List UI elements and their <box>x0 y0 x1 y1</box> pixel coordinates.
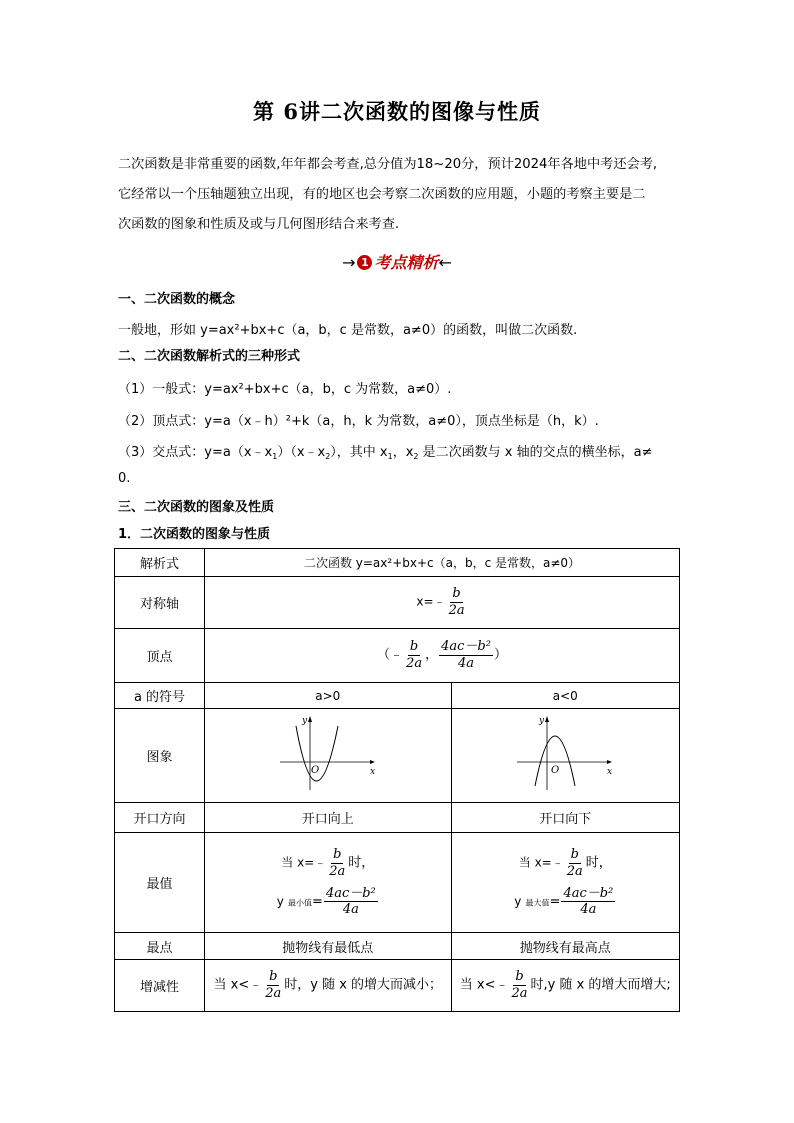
extreme-right: 当 x=﹣ $\frac{b}{2a}$ 时， y 最大值= $\frac{\text{4ac－b²}}{4a}$ <box>451 833 679 933</box>
row-label: 图象 <box>115 709 205 803</box>
opening-right: 开口向下 <box>451 803 679 833</box>
table-row <box>115 960 680 1012</box>
row-label: 最点 <box>115 933 205 960</box>
point-right: 抛物线有最高点 <box>451 933 679 960</box>
table-row <box>115 683 680 709</box>
page-title: 第 6讲二次函数的图像与性质 <box>253 99 541 124</box>
intro-line: 次函数的图象和性质及或与几何图形结合来考查. <box>118 217 400 232</box>
row-label: 增减性 <box>115 960 205 1012</box>
intro-line: 它经常以一个压轴题独立出现，有的地区也会考察二次函数的应用题，小题的考察主要是二 <box>118 187 646 202</box>
fraction: $\frac{b}{2a}$ <box>566 847 583 879</box>
fraction: $\frac{\text{4ac－b²}}{4a}$ <box>563 885 614 918</box>
intro-line: 二次函数是非常重要的函数,年年都会考查,总分值为18~20分，预计2024年各地中考还会考, <box>118 157 658 172</box>
graph-down-cell <box>451 709 679 803</box>
table-row <box>115 549 680 577</box>
x-axis-label: x <box>369 766 375 777</box>
fraction: $\frac{b}{2a}$ <box>511 969 528 1001</box>
origin-label: O <box>310 764 319 776</box>
intro-paragraph <box>118 150 683 240</box>
fraction: $\frac{b}{2a}$ <box>406 639 423 671</box>
graph-up-cell <box>205 709 452 803</box>
x-axis-arrow-icon <box>607 760 612 764</box>
section-banner <box>0 250 794 273</box>
form-intercept: （3）交点式：$y=a(x﹣x_1)(x﹣x_2)$，其中 $x_1$，$x_2$ 是二次函数与 x 轴的交点的横坐标，a≠ <box>118 445 653 461</box>
table-row <box>115 629 680 683</box>
expr-cell: 二次函数 y=ax²+bx+c（a，b，c 是常数，a≠0） <box>205 549 680 577</box>
form-general: （1）一般式：y=ax²+bx+c（a，b，c 为常数，a≠0）. <box>118 382 452 397</box>
y-axis-arrow-icon <box>308 716 312 722</box>
right-arrow-icon: ← <box>438 253 452 272</box>
subsection-heading: 1．二次函数的图象与性质 <box>118 527 271 542</box>
y-axis-arrow-icon <box>545 716 549 722</box>
mono-right: 当 x<﹣ $\frac{b}{2a}$ 时,y 随 x 的增大而增大; <box>451 960 679 1012</box>
fraction: $\frac{\text{4ac－b²}}{4a}$ <box>441 639 491 671</box>
banner-title: 考点精析 <box>374 253 439 272</box>
fraction: $\frac{b}{2a}$ <box>448 586 465 618</box>
fraction: $\frac{\text{4ac－b²}}{4a}$ <box>325 885 376 918</box>
row-label: a 的符号 <box>115 683 205 709</box>
point-left: 抛物线有最低点 <box>205 933 452 960</box>
sign-right: a<0 <box>451 683 679 709</box>
parabola-curve <box>535 736 575 786</box>
row-label: 对称轴 <box>115 577 205 629</box>
y-axis-label: y <box>301 715 307 726</box>
opening-left: 开口向上 <box>205 803 452 833</box>
form-intercept-cont: 0. <box>118 471 131 486</box>
upward-parabola-graph <box>278 714 378 794</box>
row-label: 开口方向 <box>115 803 205 833</box>
table-row <box>115 709 680 803</box>
x-axis-arrow-icon <box>370 760 375 764</box>
origin-label: O <box>551 764 560 776</box>
vertex-cell: （﹣ $\frac{b}{2a}$ ， $\frac{\text{4ac－b²}}{4a}$ ） <box>205 629 680 683</box>
section-heading: 二、二次函数解析式的三种形式 <box>118 349 301 364</box>
row-label: 最值 <box>115 833 205 933</box>
form-vertex: （2）顶点式：y=a（x﹣h）²+k（a，h，k 为常数，a≠0），顶点坐标是（h，k）. <box>118 414 599 429</box>
section-heading: 一、二次函数的概念 <box>118 292 236 307</box>
table-row <box>115 577 680 629</box>
properties-table <box>114 548 680 1012</box>
fraction: $\frac{b}{2a}$ <box>329 847 346 879</box>
concept-text: 一般地，形如 y=ax²+bx+c（a，b，c 是常数，a≠0）的函数，叫做二次函数. <box>118 323 578 338</box>
mono-left: 当 x<﹣ $\frac{b}{2a}$ 时，y 随 x 的增大而减小； <box>205 960 452 1012</box>
row-label: 顶点 <box>115 629 205 683</box>
x-axis-label: x <box>607 766 613 777</box>
left-arrow-icon: → <box>342 253 356 272</box>
table-row <box>115 933 680 960</box>
downward-parabola-graph <box>515 714 615 794</box>
fraction: $\frac{b}{2a}$ <box>265 969 282 1001</box>
section-heading: 三、二次函数的图象及性质 <box>118 500 275 515</box>
axis-cell: x=﹣ $\frac{b}{2a}$ <box>205 577 680 629</box>
row-label: 解析式 <box>115 549 205 577</box>
extreme-left: 当 x=﹣ $\frac{b}{2a}$ 时， y 最小值= $\frac{\text{4ac－b²}}{4a}$ <box>205 833 452 933</box>
y-axis-label: y <box>539 715 545 726</box>
table-row <box>115 803 680 833</box>
table-row <box>115 833 680 933</box>
sign-left: a>0 <box>205 683 452 709</box>
number-badge: 1 <box>357 255 372 270</box>
